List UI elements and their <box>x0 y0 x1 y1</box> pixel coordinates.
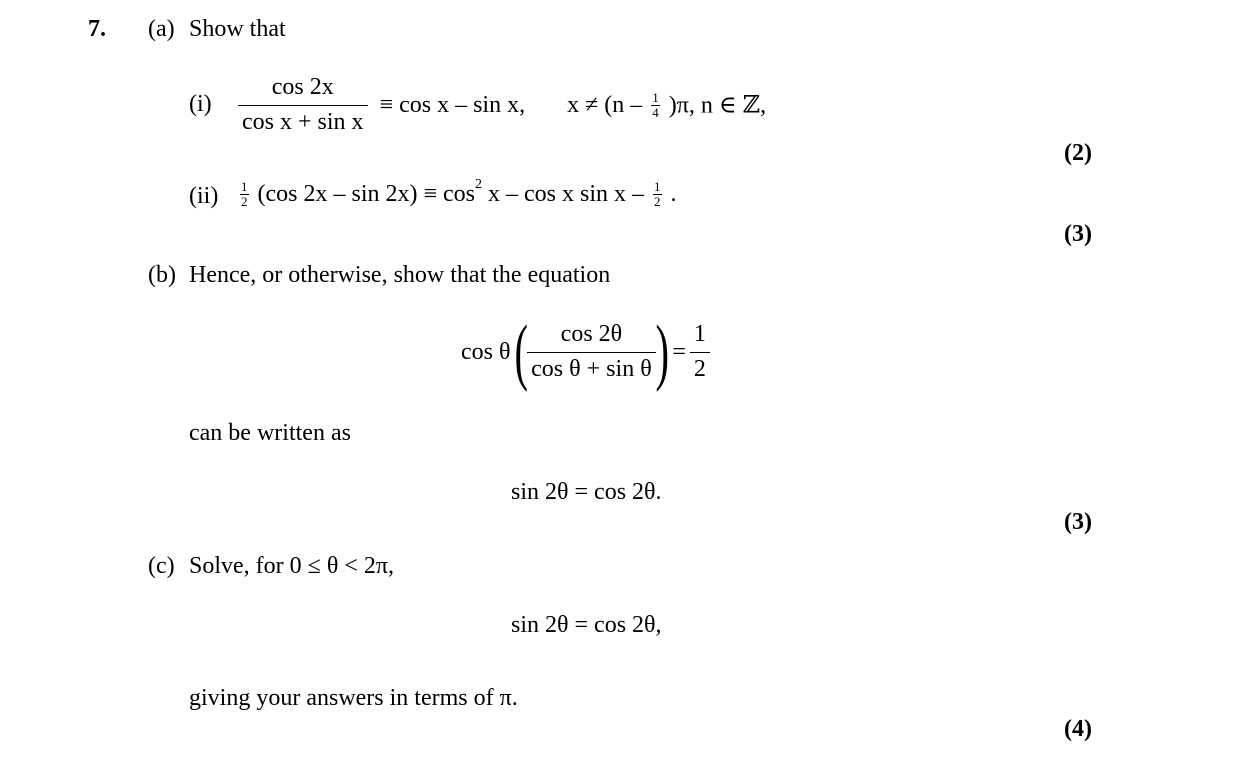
part-a-label: (a) <box>148 16 175 42</box>
end-half-num: 1 <box>654 179 661 194</box>
part-a-intro: Show that <box>189 16 286 42</box>
part-a-i-condition-end: )π, n ∈ ℤ, <box>668 92 767 119</box>
condition-frac-num: 1 <box>652 89 659 105</box>
part-a-i-condition-fraction <box>651 91 660 120</box>
part-a-ii-rhs: x – cos x sin x – <box>488 181 645 207</box>
part-a-ii-marks: (3) <box>1064 221 1092 247</box>
part-c-label: (c) <box>148 553 175 579</box>
part-a-i-label: (i) <box>189 91 212 117</box>
part-a-ii-end-half <box>653 180 662 209</box>
part-a-i-fraction <box>238 74 368 136</box>
left-paren: ( <box>514 311 528 393</box>
part-b-intro: Hence, or otherwise, show that the equation <box>189 262 611 288</box>
part-b-marks: (3) <box>1064 509 1092 535</box>
part-b-equation <box>461 311 710 393</box>
part-b-denominator: cos θ + sin θ <box>531 356 652 382</box>
part-b-label: (b) <box>148 262 176 288</box>
part-a-i-marks: (2) <box>1064 140 1092 166</box>
part-a-i-equation <box>238 74 766 136</box>
part-b-rhs-den: 2 <box>693 356 706 382</box>
part-c-intro: Solve, for 0 ≤ θ < 2π, <box>189 553 394 579</box>
part-a-i-denominator: cos x + sin x <box>242 109 364 135</box>
part-c-equation: sin 2θ = cos 2θ, <box>511 612 662 638</box>
right-paren: ) <box>655 311 669 393</box>
part-b-fraction <box>527 321 656 383</box>
part-a-ii-equation <box>240 177 677 209</box>
part-b-numerator: cos 2θ <box>527 321 656 353</box>
half-den: 2 <box>241 194 248 209</box>
part-b-rhs-fraction <box>690 321 710 383</box>
condition-frac-den: 4 <box>652 104 659 120</box>
part-c-marks: (4) <box>1064 716 1092 742</box>
end-half-den: 2 <box>654 194 661 209</box>
part-b-rhs-num: 1 <box>690 321 710 353</box>
part-a-i-numerator: cos 2x <box>238 74 368 106</box>
half-num: 1 <box>241 179 248 194</box>
part-b-equals: = <box>672 338 686 365</box>
squared-exponent: 2 <box>475 177 483 193</box>
part-a-i-condition-start: x ≠ (n – <box>567 91 643 118</box>
question-number: 7. <box>88 16 106 42</box>
part-b-eq-cos: cos θ <box>461 338 511 365</box>
part-a-ii-half <box>240 180 249 209</box>
part-a-i-rhs: ≡ cos x – sin x, <box>379 91 526 118</box>
part-c-outro: giving your answers in terms of π. <box>189 685 518 711</box>
part-a-ii-lhs: (cos 2x – sin 2x) ≡ cos <box>257 181 476 207</box>
part-a-ii-end: . <box>670 181 677 207</box>
part-a-ii-label: (ii) <box>189 183 219 209</box>
part-b-result: sin 2θ = cos 2θ. <box>511 479 662 505</box>
part-b-written-as: can be written as <box>189 420 351 446</box>
